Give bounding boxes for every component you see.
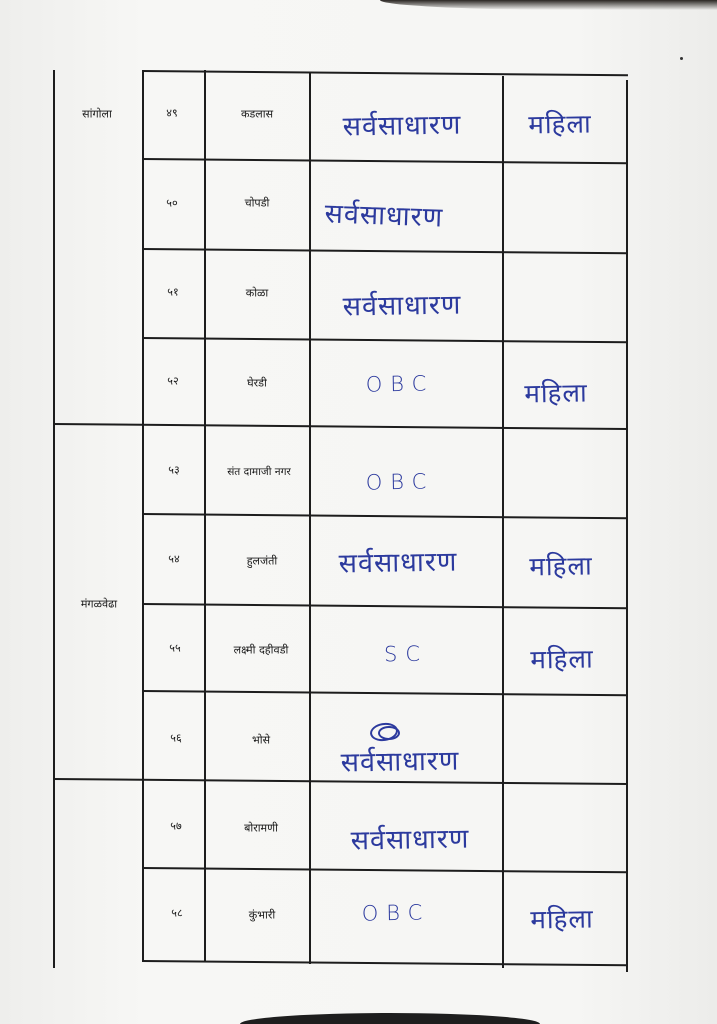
rule-row6 — [142, 603, 628, 609]
village-name: कोळा — [245, 286, 269, 300]
rule-row1 — [142, 158, 628, 164]
row-number: ५१ — [167, 285, 179, 299]
ink-dot — [680, 57, 683, 60]
rule-col4 — [502, 76, 504, 968]
category-handwritten: SC — [383, 641, 429, 667]
women-handwritten: महिला — [528, 109, 593, 141]
category-handwritten: OBC — [361, 900, 431, 926]
category-handwritten: सर्वसाधारण — [342, 109, 462, 143]
ink-scribble — [378, 726, 400, 740]
category-handwritten: OBC — [365, 469, 435, 495]
women-handwritten: महिला — [530, 644, 595, 676]
category-handwritten: सर्वसाधारण — [340, 745, 460, 779]
village-name: हुलजंती — [246, 554, 278, 568]
rule-row4 — [53, 423, 628, 430]
rule-top — [142, 70, 628, 76]
rule-bottom — [142, 960, 628, 966]
rule-left — [53, 70, 55, 968]
row-number: ५८ — [171, 906, 183, 920]
row-number: ५५ — [169, 641, 181, 655]
village-name: कुंभारी — [248, 908, 276, 922]
rule-row9 — [142, 867, 628, 873]
rule-row3 — [142, 337, 628, 343]
row-number: ५० — [166, 196, 178, 210]
category-handwritten: OBC — [365, 371, 435, 397]
category-handwritten: सर्वसाधारण — [338, 546, 458, 580]
village-name: घेरडी — [247, 376, 267, 390]
rule-right — [626, 80, 628, 972]
page-top-shadow — [380, 0, 717, 10]
district-label: मंगळवेढा — [80, 597, 118, 611]
category-handwritten: सर्वसाधारण — [350, 823, 470, 857]
village-name: बोरामणी — [244, 821, 278, 835]
women-handwritten: महिला — [529, 551, 594, 583]
page-bottom-shadow — [240, 1013, 540, 1024]
rule-row5 — [142, 513, 628, 519]
row-number: ४९ — [166, 106, 178, 120]
village-name: संत दामाजी नगर — [227, 466, 291, 478]
category-handwritten: सर्वसाधारण — [342, 289, 462, 323]
row-number: ५६ — [170, 731, 182, 745]
women-handwritten: महिला — [530, 904, 595, 936]
row-number: ५२ — [167, 374, 179, 388]
row-number: ५४ — [168, 552, 180, 566]
rule-col1 — [142, 70, 144, 962]
rule-col2 — [204, 70, 206, 962]
category-handwritten: सर्वसाधारण — [324, 198, 444, 234]
village-name: चोपडी — [244, 196, 270, 210]
district-label: सांगोला — [82, 107, 112, 121]
village-name: कडलास — [240, 107, 274, 121]
row-number: ५३ — [168, 463, 180, 477]
row-number: ५७ — [170, 819, 182, 833]
rule-row2 — [142, 248, 628, 254]
village-name: भोसे — [251, 733, 271, 747]
rule-row7 — [142, 690, 628, 696]
rule-col3 — [309, 72, 311, 964]
women-handwritten: महिला — [524, 378, 589, 410]
village-name: लक्ष्मी दहीवडी — [233, 643, 289, 657]
